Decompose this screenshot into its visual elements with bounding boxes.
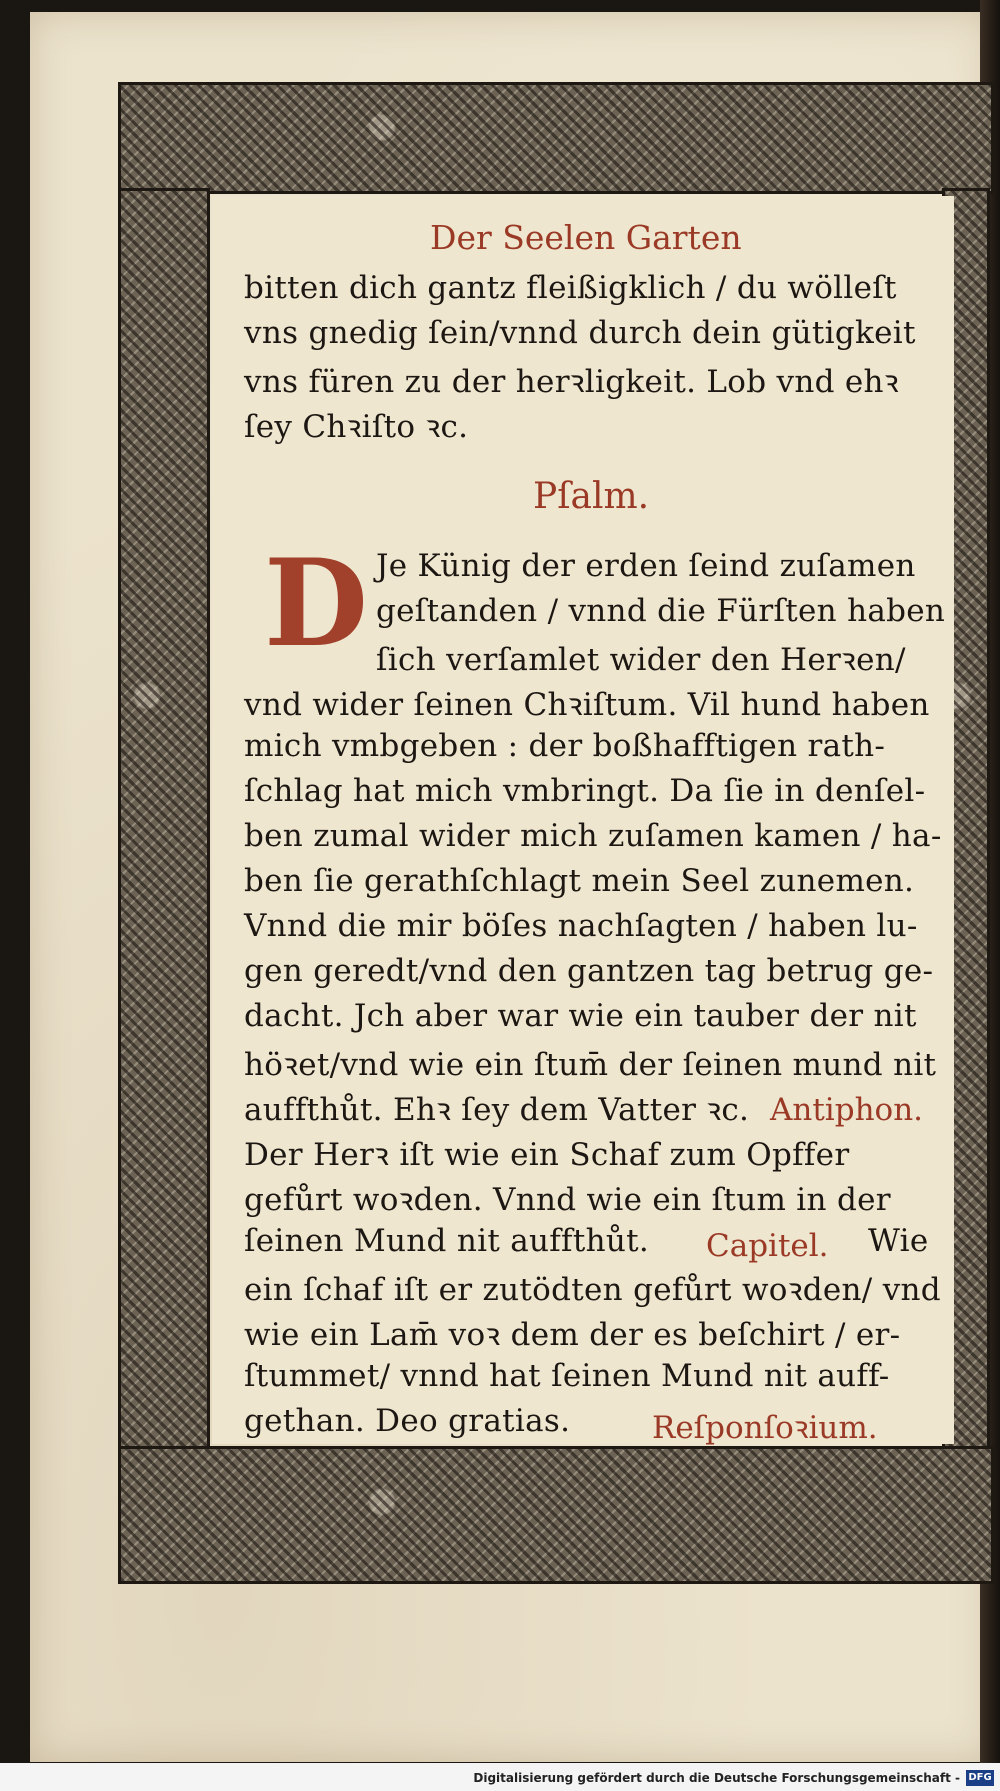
text-line: ben ſie gerathſchlagt mein Seel zunemen. — [244, 863, 915, 899]
text-line: gefůrt woꝛden. Vnnd wie ein ſtum in der — [244, 1182, 891, 1218]
text-line: bitten dich gantz fleißigklich / du wölleſt — [244, 270, 897, 306]
text-line: ein ſchaf iſt er zutödten gefůrt woꝛden/ vnd — [244, 1272, 941, 1308]
text-line: vns gnedig ſein/vnnd durch dein gütigkeit — [244, 315, 916, 351]
dfg-logo: DFG — [966, 1770, 994, 1786]
text-line: ſey Chꝛiſto ꝛc. — [244, 409, 469, 445]
text-line: Vnnd die mir böſes nachſagten / haben lu- — [244, 908, 918, 944]
text-line: dacht. Jch aber war wie ein tauber der nit — [244, 998, 917, 1034]
text-line: mich vmbgeben : der boßhafftigen rath- — [244, 728, 886, 764]
woodcut-border-left — [118, 188, 210, 1456]
text-line: ſtummet/ vnnd hat ſeinen Mund nit auff- — [244, 1358, 890, 1394]
text-line: gen geredt/vnd den gantzen tag betrug ge- — [244, 953, 934, 989]
running-head: Der Seelen Garten — [430, 218, 742, 257]
rubric-capitel: Capitel. — [706, 1228, 829, 1264]
heading-psalm: Pſalm. — [533, 476, 650, 517]
text-line: wie ein Lam̄ voꝛ dem der es beſchirt / er- — [244, 1317, 901, 1353]
text-line: Wie — [868, 1223, 929, 1259]
text-line: gethan. Deo gratias. — [244, 1403, 571, 1439]
rubric-responsorium: Reſponſoꝛium. — [652, 1410, 878, 1446]
woodcut-border-bottom — [118, 1446, 994, 1584]
text-line: vns füren zu der herꝛligkeit. Lob vnd ehꝛ — [244, 364, 899, 400]
text-line: ſeinen Mund nit auffthůt. — [244, 1223, 650, 1259]
text-line: Je Künig der erden ſeind zuſamen — [376, 548, 916, 584]
text-line: Der Herꝛ iſt wie ein Schaf zum Opffer — [244, 1137, 850, 1173]
woodcut-border-top — [118, 82, 994, 194]
text-line: höꝛet/vnd wie ein ſtum̄ der ſeinen mund nit — [244, 1047, 937, 1083]
funding-credit: Digitalisierung gefördert durch die Deutsche Forschungsgemeinschaft - — [473, 1771, 960, 1785]
text-line: geſtanden / vnnd die Fürſten haben — [376, 593, 946, 629]
text-line: vnd wider ſeinen Chꝛiſtum. Vil hund haben — [244, 687, 930, 723]
rubric-antiphon: Antiphon. — [770, 1092, 924, 1128]
text-line: ſich verſamlet wider den Herꝛen/ — [376, 642, 906, 678]
text-line: ſchlag hat mich vmbringt. Da ſie in denſel- — [244, 773, 926, 809]
text-line: ben zumal wider mich zuſamen kamen / ha- — [244, 818, 942, 854]
drop-initial: D — [263, 533, 369, 674]
text-line: auffthůt. Ehꝛ ſey dem Vatter ꝛc. — [244, 1092, 750, 1128]
